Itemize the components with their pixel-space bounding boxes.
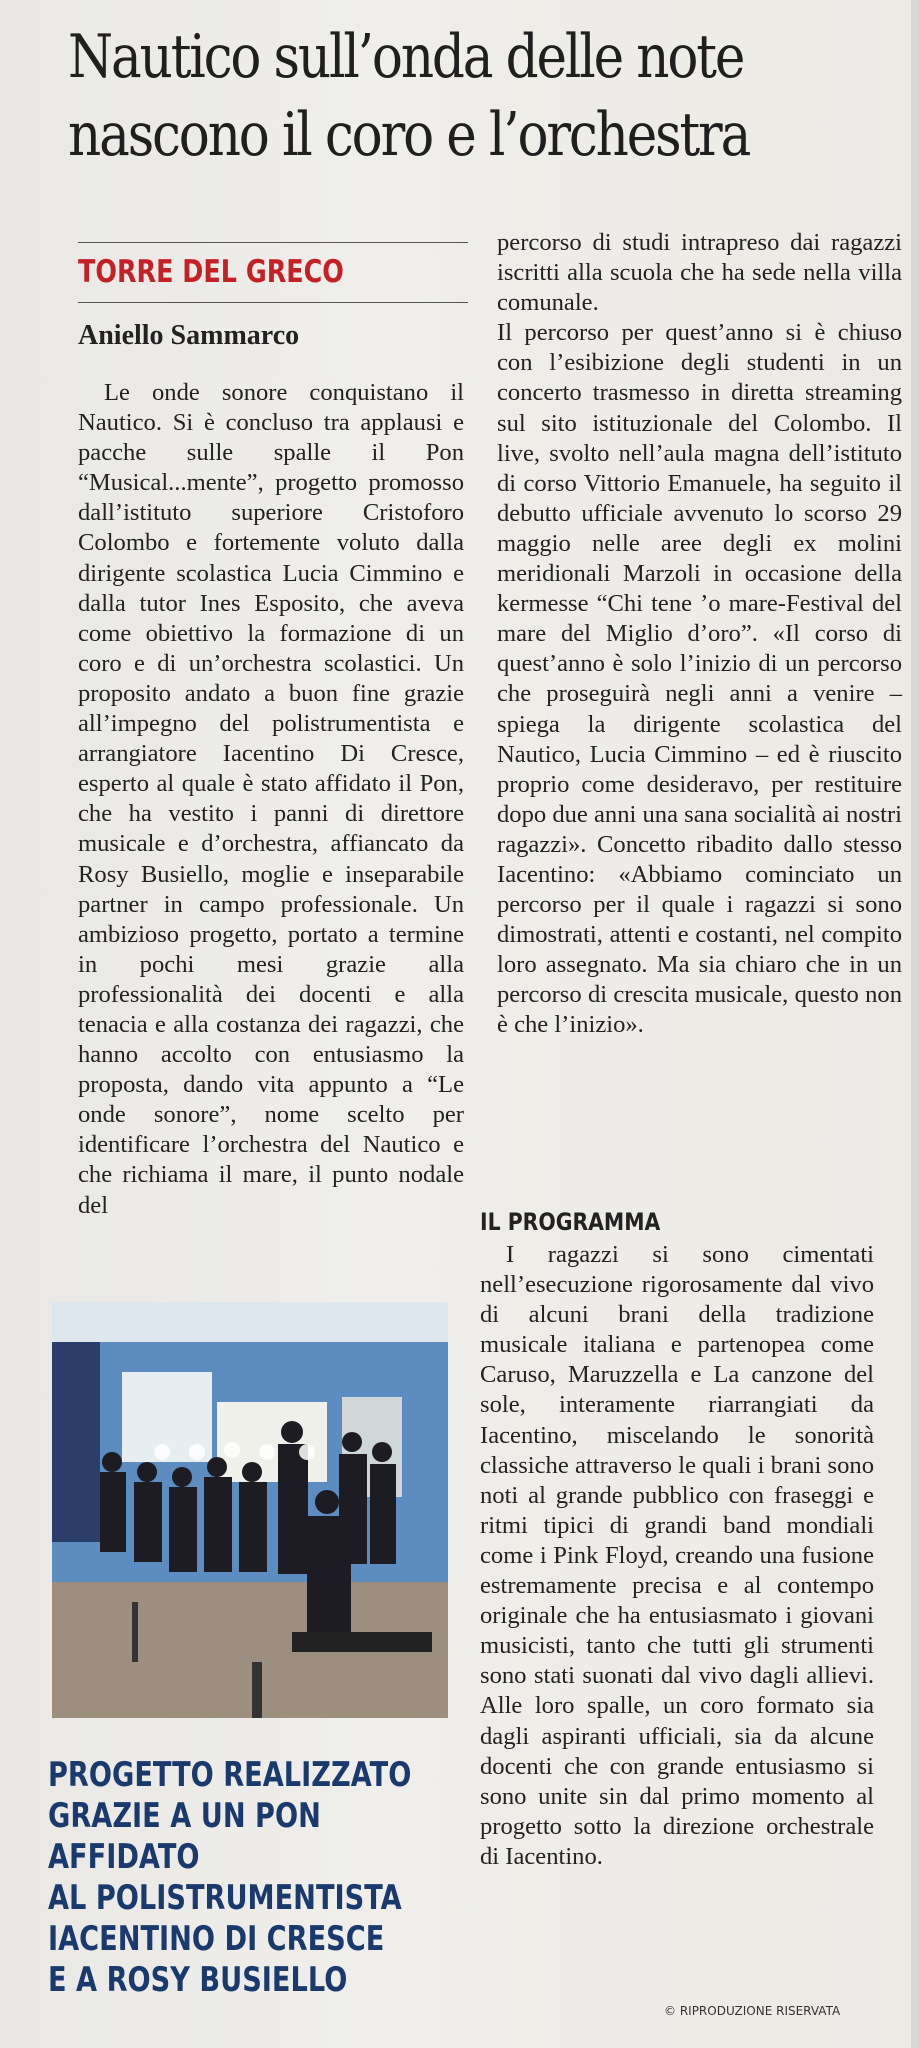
- column-1: [78, 378, 464, 1221]
- body-paragraph: Il percorso per quest’anno si è chiuso con l’esibizione degli studenti in un concerto trasmesso in diretta streaming sul sito istituzionale del Colombo. Il live, svolto nell’aula magna dell’istituto di corso Vittorio Emanuele, ha seguito il debutto ufficiale avvenuto lo scorso 29 maggio nelle aree degli ex molini meridionali Marzoli in occasione della kermesse “Chi tene ’o mare-Festival del mare del Miglio d’oro”. «Il corso di quest’anno è solo l’inizio di un percorso che proseguirà negli anni a venire – spiega la dirigente scolastica del Nautico, Lucia Cimmino – ed è riuscito proprio come desideravo, per restituire dopo due anni una sana socialità ai nostri ragazzi». Concetto ribadito dallo stesso Iacentino: «Abbiamo cominciato un percorso per il quale i ragazzi si sono dimostrati, attenti e costanti, nel compito loro assegnato. Ma sia chiaro che in un percorso di crescita musicale, questo non è che l’inizio».: [497, 319, 903, 1039]
- headline-line-2: nascono il coro e l’orchestra: [68, 100, 750, 170]
- caption-line: AFFIDATO: [48, 1837, 200, 1877]
- copyright-notice: © RIPRODUZIONE RISERVATA: [664, 2004, 841, 2018]
- kicker: TORRE DEL GRECO: [78, 254, 344, 290]
- body-paragraph: I ragazzi si sono cimentati nell’esecuzione rigorosamente dal vivo di alcuni brani della tradizione musicale italiana e partenopea come Caruso, Maruzzella e La canzone del sole, interamente riarrangiati da Iacentino, miscelando le sonorità classiche attraverso le quali i brani sono noti al grande pubblico con fraseggi e ritmi tipici di grandi band mondiali come i Pink Floyd, creando una fusione estremamente precisa e al contempo originale che ha entusiasmato i giovani musicisti, tanto che tutti gli strumenti sono stati suonati dal vivo dagli allievi. Alle loro spalle, un coro formato sia dagli aspiranti ufficiali, sia da alcune docenti che con grande entusiasmo si sono unite sin dal primo momento al progetto sotto la direzione orchestrale di Iacentino.: [480, 1241, 874, 1870]
- headline-line-1: Nautico sull’onda delle note: [68, 22, 744, 92]
- caption-line: IACENTINO DI CRESCE: [48, 1919, 385, 1959]
- body-paragraph: Le onde sonore conquistano il Nautico. Si è concluso tra applausi e pacche sulle spalle il Pon “Musical...mente”, progetto promosso dall’istituto superiore Cristoforo Colombo e fortemente voluto dalla dirigente scolastica Lucia Cimmino e dalla tutor Ines Esposito, che aveva come obiettivo la formazione di un coro e di un’orchestra scolastici. Un proposito andato a buon fine grazie all’impegno del polistrumentista e arrangiatore Iacentino Di Cresce, esperto al quale è stato affidato il Pon, che ha vestito i panni di direttore musicale e d’orchestra, affiancato da Rosy Busiello, moglie e inseparabile partner in campo professionale. Un ambizioso progetto, portato a termine in pochi mesi grazie alla professionalità dei docenti e alla tenacia e alla costanza dei ragazzi, che hanno accolto con entusiasmo la proposta, dando vita appunto a “Le onde sonore”, nome scelto per identificare l’orchestra del Nautico e che richiama il mare, il punto nodale del: [78, 379, 464, 1219]
- headline: [68, 18, 799, 174]
- column-2: [497, 228, 902, 1041]
- column-3: [480, 1240, 874, 1872]
- author-byline: Aniello Sammarco: [78, 320, 300, 351]
- photo-caption: [48, 1755, 412, 2001]
- concert-photo-illustration: [52, 1302, 448, 1718]
- caption-line: E A ROSY BUSIELLO: [48, 1960, 348, 2000]
- concert-photo: [52, 1302, 448, 1718]
- body-paragraph: percorso di studi intrapreso dai ragazzi iscritti alla scuola che ha sede nella villa comunale.: [497, 229, 902, 317]
- caption-line: PROGETTO REALIZZATO: [48, 1755, 412, 1795]
- section-subhead: IL PROGRAMMA: [480, 1208, 661, 1236]
- page-edge: [911, 0, 919, 2048]
- caption-line: AL POLISTRUMENTISTA: [48, 1878, 402, 1918]
- kicker-rule-top: [78, 242, 468, 243]
- caption-line: GRAZIE A UN PON: [48, 1796, 321, 1836]
- kicker-rule-bottom: [78, 302, 468, 303]
